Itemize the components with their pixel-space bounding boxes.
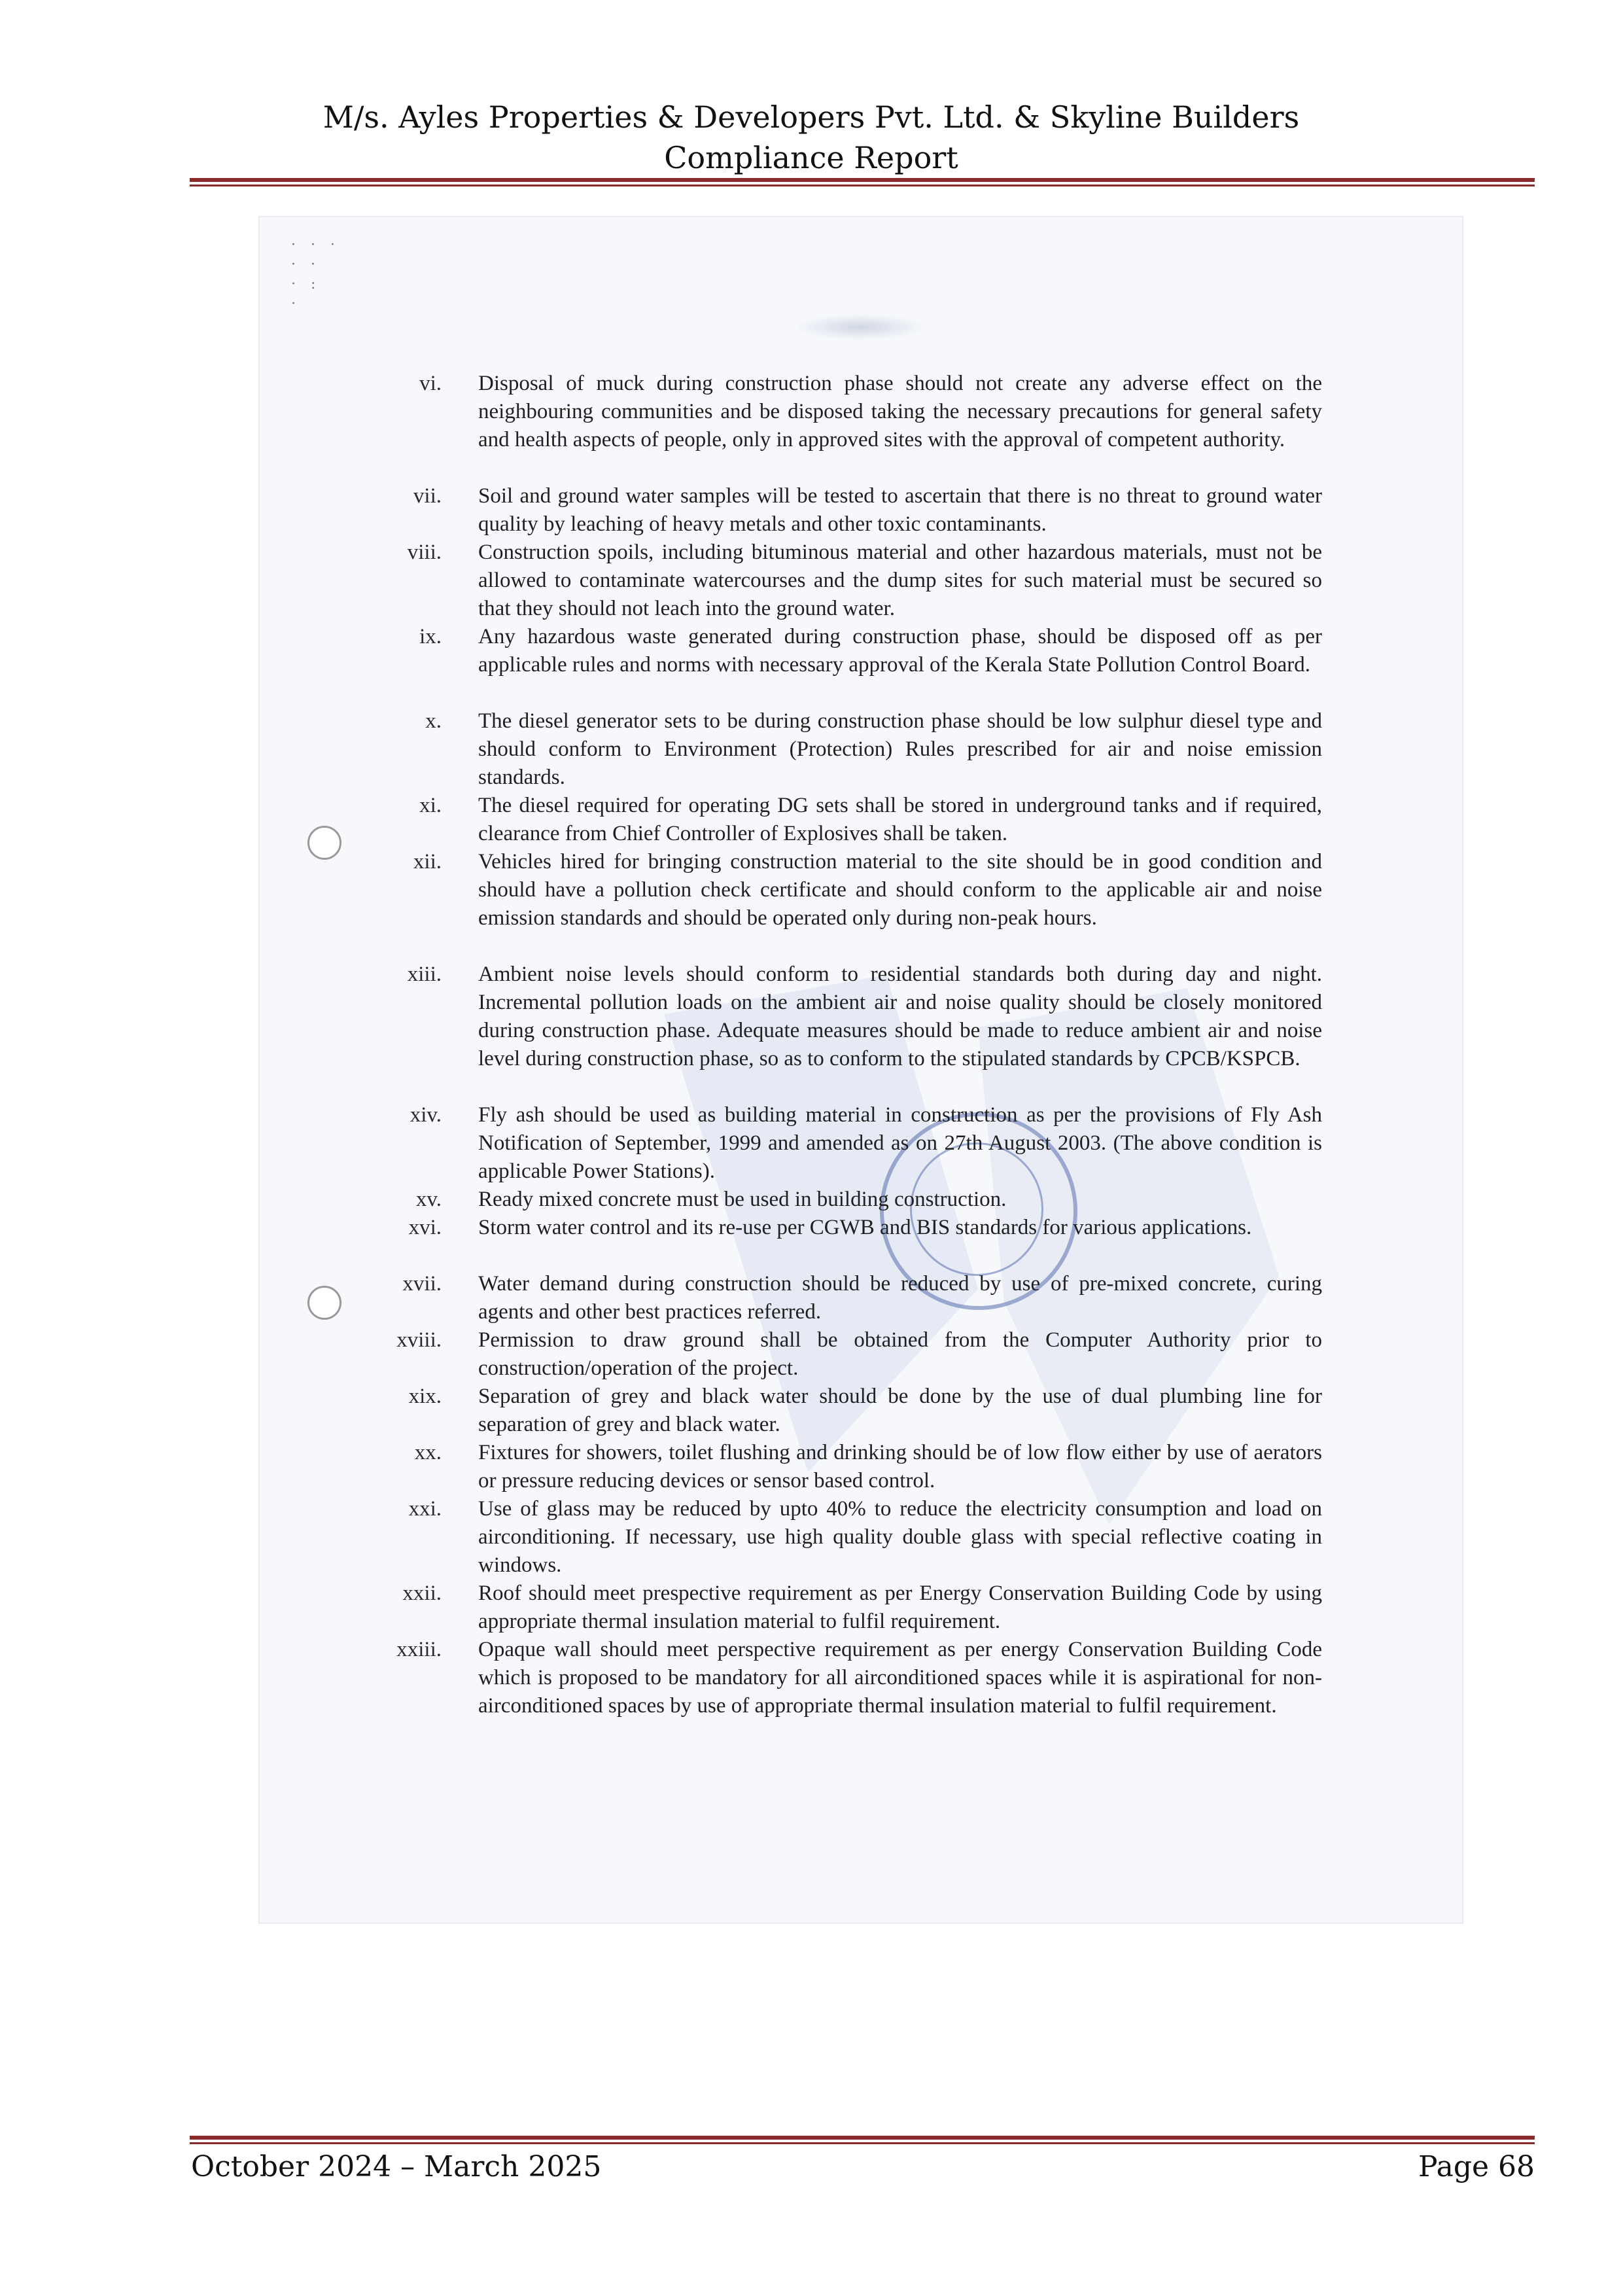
item-number: xxiii. [396, 1638, 442, 1661]
item-number: xvii. [402, 1272, 442, 1296]
item-number: viii. [407, 540, 442, 564]
item-number: xix. [408, 1385, 442, 1408]
item-text: Ambient noise levels should conform to residential standards both during day and night. Incremental pollution loads on the ambient air and noise quality should be closely monitored during construction phase. Adequate measures should be made to reduce ambient air and noise level during construction phase, so as to conform to the stipulated standards by CPCB/KSPCB. [478, 963, 1322, 1070]
page-header [190, 97, 1433, 178]
item-text: Water demand during construction should be reduced by use of pre-mixed concrete, curing agents and other best practices referred. [478, 1272, 1322, 1324]
item-text: Soil and ground water samples will be tested to ascertain that there is no threat to ground water quality by leaching of heavy metals and other toxic contaminants. [478, 484, 1322, 536]
punch-hole [307, 826, 341, 860]
item-text: Fixtures for showers, toilet flushing and drinking should be of low flow either by use of aerators or pressure reducing devices or sensor based control. [478, 1441, 1322, 1492]
item-number: vi. [419, 372, 442, 395]
item-text: The diesel required for operating DG sets shall be stored in underground tanks and if required, clearance from Chief Controller of Explosives shall be taken. [478, 794, 1322, 845]
item-text: Separation of grey and black water should be done by the use of dual plumbing line for separation of grey and black water. [478, 1385, 1322, 1436]
item-text: Storm water control and its re-use per CGWB and BIS standards for various applications. [478, 1216, 1252, 1239]
footer-rule [190, 2136, 1535, 2144]
page-number: Page 68 [1418, 2150, 1535, 2183]
item-text: Use of glass may be reduced by upto 40% to reduce the electricity consumption and load on airconditioning. If necessary, use high quality double glass with special reflective coating in windows. [478, 1497, 1322, 1577]
item-text: Roof should meet prespective requirement as per Energy Conservation Building Code by using appropriate thermal insulation material to fulfil requirement. [478, 1581, 1322, 1633]
item-number: vii. [413, 484, 442, 508]
scan-speckle: · · · · · · : · [291, 237, 340, 312]
item-number: xiv. [410, 1103, 442, 1127]
item-text: The diesel generator sets to be during construction phase should be low sulphur diesel type and should conform to Environment (Protection) Rules prescribed for air and noise emission standards. [478, 709, 1322, 789]
item-text: Permission to draw ground shall be obtained from the Computer Authority prior to construction/operation of the project. [478, 1328, 1322, 1380]
item-number: x. [425, 709, 442, 733]
item-number: ix. [419, 625, 442, 648]
scanned-document [258, 216, 1463, 1924]
item-number: xxi. [408, 1497, 442, 1521]
item-text: Construction spoils, including bituminous material and other hazardous materials, must not be allowed to contaminate watercourses and the dump sites for such material must be secured so that they should not leach into the ground water. [478, 540, 1322, 620]
punch-hole [307, 1286, 341, 1320]
item-number: xxii. [402, 1581, 442, 1605]
footer-period: October 2024 – March 2025 [191, 2150, 602, 2183]
item-number: xi. [419, 794, 442, 817]
header-report-title: Compliance Report [664, 140, 958, 175]
scan-smudge [795, 314, 926, 340]
item-number: xvi. [408, 1216, 442, 1239]
item-text: Opaque wall should meet perspective requirement as per energy Conservation Building Code which is proposed to be mandatory for all airconditioned spaces while it is aspirational for non-airconditioned spaces by use of appropriate thermal insulation material to fulfil requirement. [478, 1638, 1322, 1718]
header-rule [190, 178, 1535, 186]
item-number: xv. [415, 1188, 442, 1211]
item-text: Fly ash should be used as building material in construction as per the provisions of Fly Ash Notification of September, 1999 and amended as on 27th August 2003. (The above condition is applicable Power Stations). [478, 1103, 1322, 1183]
item-text: Any hazardous waste generated during construction phase, should be disposed off as per applicable rules and norms with necessary approval of the Kerala State Pollution Control Board. [478, 625, 1322, 677]
item-text: Ready mixed concrete must be used in building construction. [478, 1188, 1007, 1211]
item-text: Vehicles hired for bringing construction material to the site should be in good condition and should have a pollution check certificate and should conform to the applicable air and noise emission standards and should be operated only during non-peak hours. [478, 850, 1322, 930]
item-number: xviii. [396, 1328, 442, 1352]
header-company: M/s. Ayles Properties & Developers Pvt. Ltd. & Skyline Builders [323, 99, 1300, 135]
item-number: xiii. [407, 963, 442, 986]
item-text: Disposal of muck during construction phase should not create any adverse effect on the neighbouring communities and be disposed taking the necessary precautions for general safety and health aspects of people, only in approved sites with the approval of competent authority. [478, 372, 1322, 451]
item-number: xii. [413, 850, 442, 874]
item-number: xx. [414, 1441, 442, 1464]
